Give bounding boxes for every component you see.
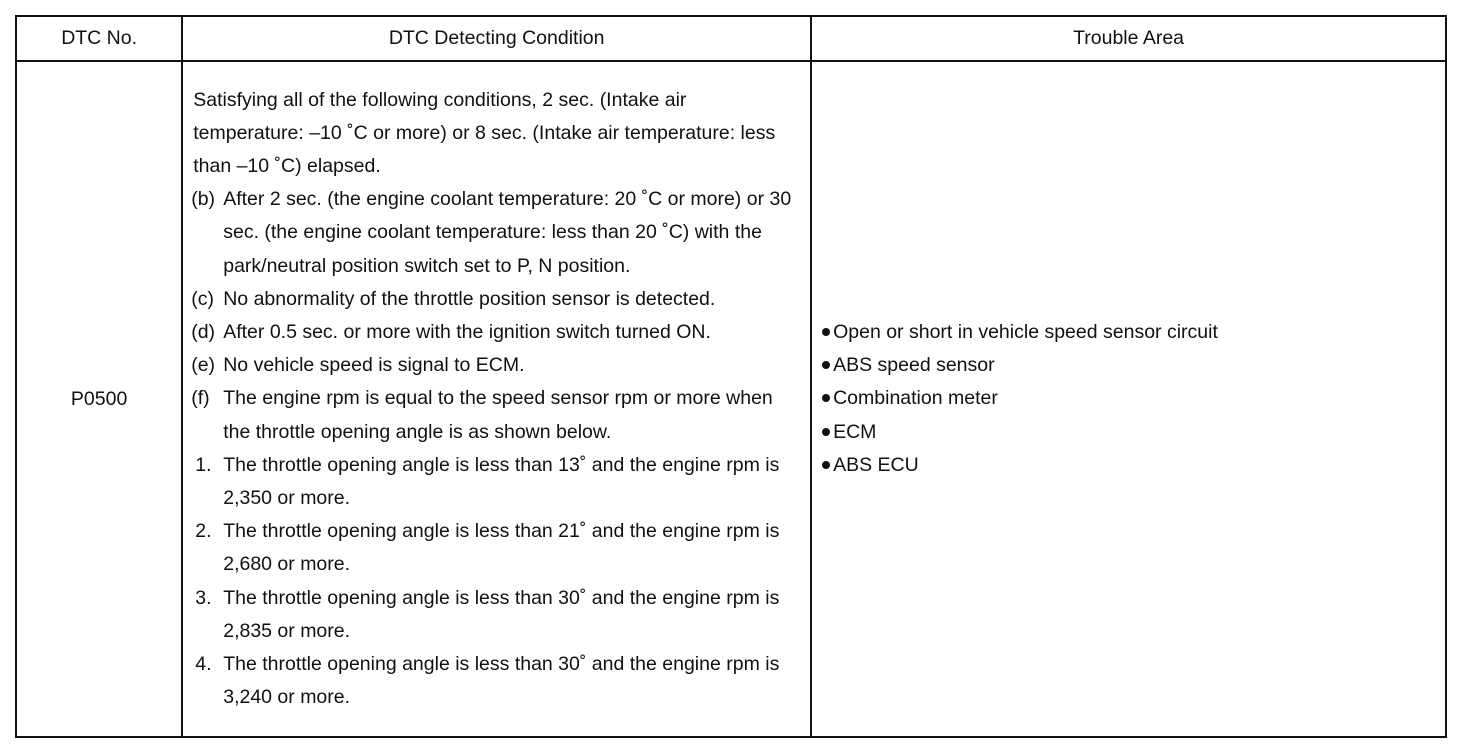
trouble-area-text: Combination meter [833,387,998,410]
condition-item-text: No abnormality of the throttle position sensor is detected. [223,287,716,310]
condition-item-text: After 0.5 sec. or more with the ignition switch turned ON. [223,320,711,343]
bullet-icon [822,328,830,336]
condition-item-text: The throttle opening angle is less than 21˚ and the engine rpm is 2,680 or more. [223,520,780,576]
dtc-code: P0500 [16,61,182,737]
trouble-area-text: Open or short in vehicle speed sensor circuit [833,320,1218,343]
condition-item [191,648,802,714]
condition-item [191,183,802,283]
condition-item [191,382,802,448]
condition-item [191,283,802,316]
trouble-area-text: ABS ECU [833,453,919,476]
bullet-icon [822,394,830,402]
condition-item [191,316,802,349]
condition-item-label: 1. [195,453,212,476]
header-row [16,16,1446,61]
condition-item [191,515,802,581]
condition-item-text: The throttle opening angle is less than 13˚ and the engine rpm is 2,350 or more. [223,453,780,509]
condition-item-text: The throttle opening angle is less than 30˚ and the engine rpm is 2,835 or more. [223,586,780,642]
condition-item-label: 2. [195,520,212,543]
trouble-area-text: ECM [833,420,877,443]
condition-item [191,449,802,515]
bullet-icon [822,428,830,436]
condition-item-label: (f) [191,387,210,410]
condition-item-text: The engine rpm is equal to the speed sensor rpm or more when the throttle opening angle is as shown below. [223,387,773,443]
bullet-icon [822,361,830,369]
condition-item-text: No vehicle speed is signal to ECM. [223,354,525,377]
condition-item [191,582,802,648]
trouble-area-item [822,382,1437,415]
bullet-icon [822,461,830,469]
table-row [16,61,1446,737]
trouble-area-item [822,416,1437,449]
condition-item-label: 4. [195,653,212,676]
header-trouble-area: Trouble Area [811,16,1446,61]
dtc-table [15,15,1447,738]
condition-cell [182,61,811,737]
condition-item-label: (d) [191,320,216,343]
condition-item-label: 3. [195,586,212,609]
condition-intro: Satisfying all of the following conditions, 2 sec. (Intake air temperature: –10 ˚C or more) or 8 sec. (Intake air temperature: less than –10 ˚C) elapsed. [193,88,776,177]
trouble-area-item [822,349,1437,382]
trouble-area-item [822,316,1437,349]
condition-item-text: After 2 sec. (the engine coolant temperature: 20 ˚C or more) or 30 sec. (the engine coolant temperature: less than 20 ˚C) with the park/neutral position switch set to P, N position. [223,188,792,277]
trouble-area-cell [811,61,1446,737]
header-condition: DTC Detecting Condition [182,16,811,61]
header-dtc-no: DTC No. [16,16,182,61]
condition-item-label: (b) [191,188,216,211]
trouble-area-item [822,449,1437,482]
condition-item-text: The throttle opening angle is less than 30˚ and the engine rpm is 3,240 or more. [223,653,780,709]
trouble-area-text: ABS speed sensor [833,354,995,377]
condition-item-label: (e) [191,354,216,377]
condition-item-label: (c) [191,287,214,310]
condition-item [191,349,802,382]
